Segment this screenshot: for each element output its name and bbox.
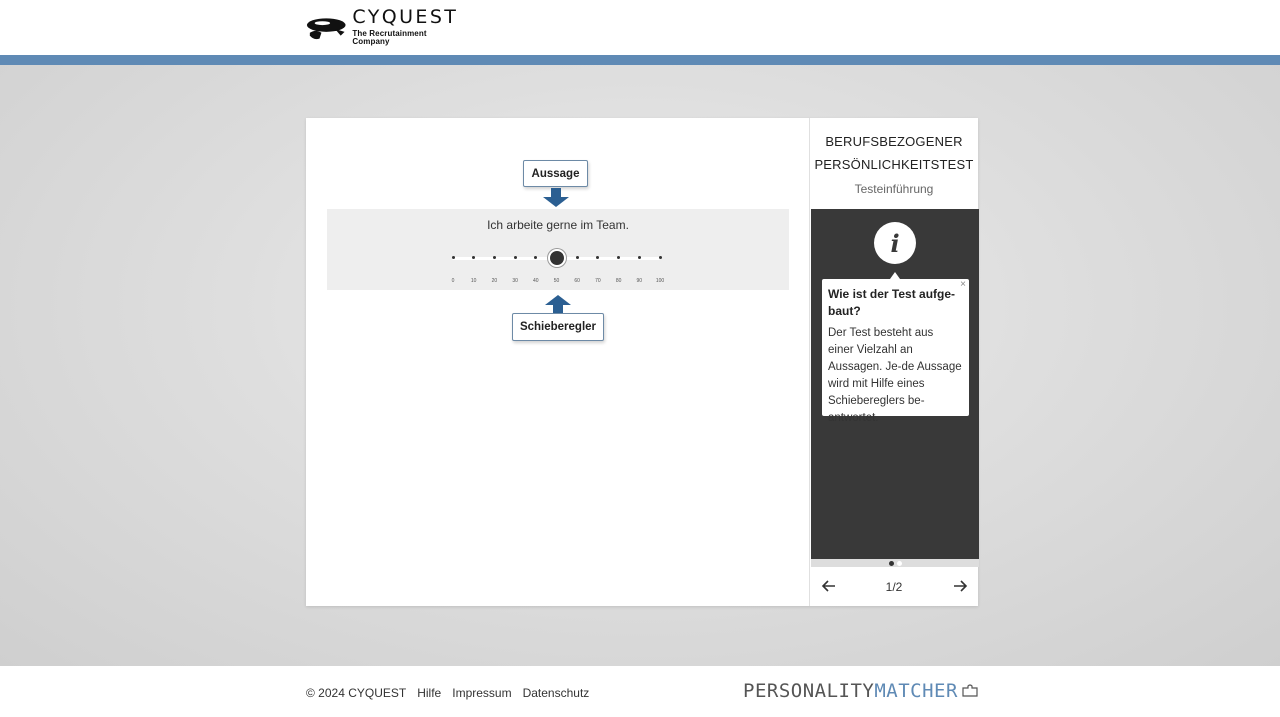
page-indicator: 1/2	[885, 580, 903, 594]
cyquest-logo[interactable]	[306, 6, 462, 46]
slider-step[interactable]	[659, 256, 662, 259]
callout-schieberegler: Schieberegler	[512, 313, 604, 341]
close-icon[interactable]: ×	[960, 279, 966, 290]
info-popup	[822, 279, 969, 424]
arrow-down-icon	[543, 188, 569, 207]
footer-link-impressum[interactable]: Impressum	[452, 686, 512, 700]
slider-tick-label: 0	[451, 278, 455, 284]
answer-slider[interactable]	[449, 243, 669, 288]
slider-tick-label: 50	[553, 278, 560, 284]
slider-tick-label: 10	[470, 278, 477, 284]
demo-area	[306, 118, 809, 606]
blimp-logo-icon	[306, 12, 348, 42]
footer-link-datenschutz[interactable]: Datenschutz	[522, 686, 590, 700]
personality-matcher-logo[interactable]	[743, 680, 979, 702]
site-header	[0, 0, 1280, 55]
partner-logo-part1: PERSONALITY	[743, 680, 875, 702]
copyright: © 2024 CYQUEST	[306, 686, 407, 700]
brand-tagline: The Recrutainment Company	[352, 29, 427, 46]
arrow-up-icon	[545, 295, 571, 314]
slide-navigation	[810, 567, 978, 606]
callout-aussage: Aussage	[523, 160, 588, 187]
footer-links	[306, 686, 589, 700]
statement-box	[327, 209, 789, 290]
slider-tick-label: 80	[615, 278, 622, 284]
site-footer	[0, 666, 1280, 717]
slider-thumb[interactable]	[548, 249, 566, 267]
slider-step[interactable]	[452, 256, 455, 259]
footer-link-hilfe[interactable]: Hilfe	[417, 686, 442, 700]
test-title-line2: PERSÖNLICHKEITSTEST	[814, 157, 974, 172]
test-title	[810, 130, 978, 176]
slider-step[interactable]	[514, 256, 517, 259]
slider-step[interactable]	[493, 256, 496, 259]
tutorial-card	[306, 118, 978, 606]
info-slide	[811, 209, 979, 559]
header-accent-bar	[0, 55, 1280, 65]
slider-tick-label: 90	[636, 278, 643, 284]
info-icon: i	[874, 222, 916, 264]
test-title-line1: BERUFSBEZOGENER	[825, 134, 963, 149]
slider-tick-label: 70	[595, 278, 601, 284]
statement-text: Ich arbeite gerne im Team.	[487, 218, 629, 232]
info-panel	[809, 118, 978, 606]
slider-tick-label: 20	[491, 278, 498, 284]
slider-tick-label: 30	[512, 278, 518, 284]
pager-dot[interactable]	[897, 561, 902, 566]
slider-step[interactable]	[576, 256, 579, 259]
pager-dots	[811, 559, 979, 567]
brand-name: CYQUEST	[352, 6, 459, 28]
arrow-right-icon[interactable]	[951, 577, 969, 595]
test-subtitle: Testeinführung	[854, 182, 934, 196]
popup-body: Der Test besteht aus einer Vielzahl an Aussagen. Je-de Aussage wird mit Hilfe eines Schiebereglers be-antwortet.	[828, 327, 962, 424]
slider-tick-label: 60	[574, 278, 580, 284]
popup-title: Wie ist der Test aufge-baut?	[828, 287, 956, 318]
partner-logo-part2: MATCHER	[874, 680, 958, 702]
pager-dot-active[interactable]	[889, 561, 894, 566]
slider-tick-label: 40	[533, 278, 539, 284]
popup-caret	[890, 272, 900, 279]
slider-step[interactable]	[638, 256, 641, 259]
puzzle-icon	[961, 684, 979, 698]
slider-tick-label: 100	[655, 278, 665, 284]
